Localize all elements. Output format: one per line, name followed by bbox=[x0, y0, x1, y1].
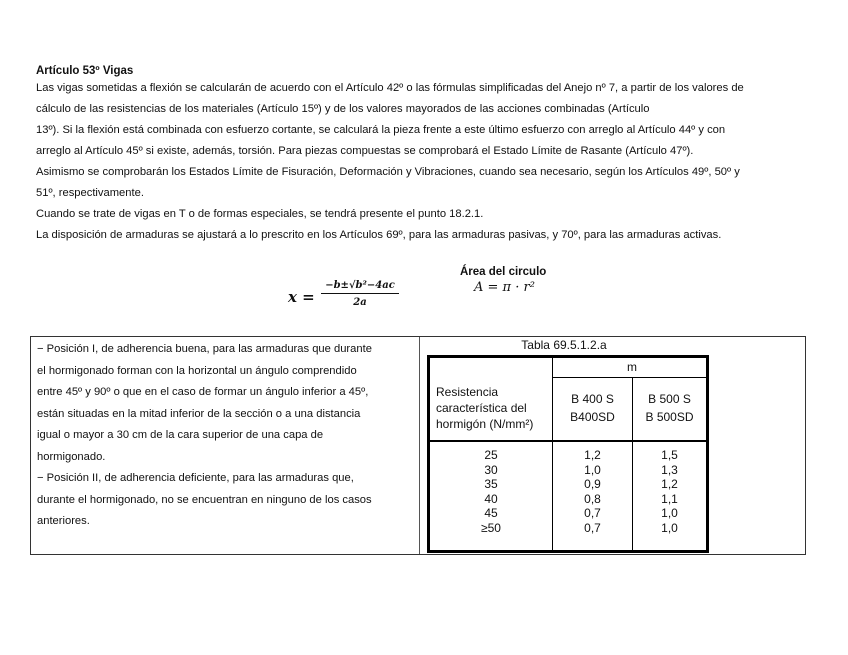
position-line: durante el hormigonado, no se encuentran en ninguno de los casos bbox=[37, 493, 372, 506]
table-cell: 1,2 bbox=[661, 477, 678, 492]
article-title: Artículo 53º Vigas bbox=[36, 65, 134, 77]
article-line: Asimismo se comprobarán los Estados Límite de Fisuración, Deformación y Vibraciones, cuando sea necesario, según los Artículos 49º, 50º y bbox=[36, 166, 740, 178]
table-cell: 1,5 bbox=[661, 448, 678, 462]
table-cell: 1,3 bbox=[661, 462, 678, 477]
article-line: Las vigas sometidas a flexión se calcularán de acuerdo con el Artículo 42º o las fórmulas simplificadas del Anejo nº 7, a partir de los valores de bbox=[36, 82, 744, 94]
position-line: anteriores. bbox=[37, 515, 90, 527]
quadratic-numerator: −b±√b²−4ac bbox=[321, 280, 399, 294]
article-line: 51º, respectivamente. bbox=[36, 187, 144, 199]
article-line: La disposición de armaduras se ajustará a lo prescrito en los Artículos 69º, para las armaduras pasivas, y 70º, para las armaduras activas. bbox=[36, 229, 722, 241]
position-line: hormigonado. bbox=[37, 450, 106, 463]
quadratic-denominator: 2a bbox=[353, 297, 367, 308]
position-line: igual o mayor a 30 cm de la cara superior de una capa de bbox=[37, 429, 324, 441]
table-cell: 1,0 bbox=[661, 506, 678, 521]
quadratic-fraction bbox=[321, 280, 399, 308]
b500-header: B 500 S B 500SD bbox=[645, 392, 694, 424]
table-cell: 1,1 bbox=[661, 491, 678, 506]
b400-header: B 400 S B400SD bbox=[570, 392, 615, 424]
b500-column bbox=[633, 448, 706, 536]
table-cell: 45 bbox=[484, 506, 498, 521]
article-line: Cuando se trate de vigas en T o de formas especiales, se tendrá presente el punto 18.2.1. bbox=[36, 208, 484, 220]
table-cell: 1,0 bbox=[661, 520, 678, 535]
table-cell: 0,7 bbox=[584, 520, 601, 535]
table-cell: ≥50 bbox=[481, 520, 501, 535]
article-section bbox=[36, 64, 816, 246]
table-cell: 1,2 bbox=[584, 448, 601, 462]
position-line: entre 45º y 90º o que en el caso de formar un ángulo inferior a 45º, bbox=[37, 386, 369, 398]
table-cell: 0,9 bbox=[584, 477, 601, 492]
m-header: m bbox=[627, 360, 637, 374]
table-cell: 35 bbox=[484, 477, 498, 492]
article-line: 13º). Si la flexión está combinada con esfuerzo cortante, se calculará la pieza frente a este último esfuerzo con arreglo al Artículo 44º y con bbox=[36, 124, 726, 136]
circle-area-title: Área del circulo bbox=[460, 266, 547, 278]
article-line: cálculo de las resistencias de los materiales (Artículo 15º) y de los valores mayorados de las acciones combinadas (Artículo bbox=[36, 103, 650, 115]
column-divider bbox=[419, 337, 420, 554]
circle-area-expression: A = π · r² bbox=[474, 280, 535, 295]
table-cell: 0,7 bbox=[584, 506, 601, 521]
formulas-area bbox=[0, 262, 848, 318]
table-caption: Tabla 69.5.1.2.a bbox=[521, 338, 607, 352]
resistance-column bbox=[430, 448, 552, 536]
resistance-header: Resistencia característica del hormigón (N/mm²) bbox=[436, 385, 534, 431]
article-line: arreglo al Artículo 45º si existe, además, torsión. Para piezas compuestas se comprobará el Estado Límite de Rasante (Artículo 47º). bbox=[36, 145, 694, 157]
bond-positions-text bbox=[37, 339, 417, 533]
bond-positions-box bbox=[30, 336, 806, 555]
table-cell: 0,8 bbox=[584, 491, 601, 506]
position-line: el hormigonado forman con la horizontal un ángulo comprendido bbox=[37, 364, 357, 377]
table-header-line bbox=[430, 440, 706, 442]
table-cell: 1,0 bbox=[584, 462, 601, 477]
position-line: − Posición II, de adherencia deficiente, para las armaduras que, bbox=[37, 472, 354, 484]
quadratic-lhs: x = bbox=[288, 288, 315, 306]
table-cell: 30 bbox=[484, 462, 498, 477]
table-cell: 40 bbox=[484, 491, 498, 506]
position-line: están situadas en la mitad inferior de la sección o a una distancia bbox=[37, 407, 361, 420]
position-line: − Posición I, de adherencia buena, para las armaduras que durante bbox=[37, 343, 372, 355]
circle-area-formula bbox=[460, 266, 546, 295]
table-cell: 25 bbox=[484, 448, 498, 462]
b400-column bbox=[553, 448, 632, 536]
m-values-table bbox=[427, 355, 709, 553]
table-row-line bbox=[552, 377, 706, 378]
